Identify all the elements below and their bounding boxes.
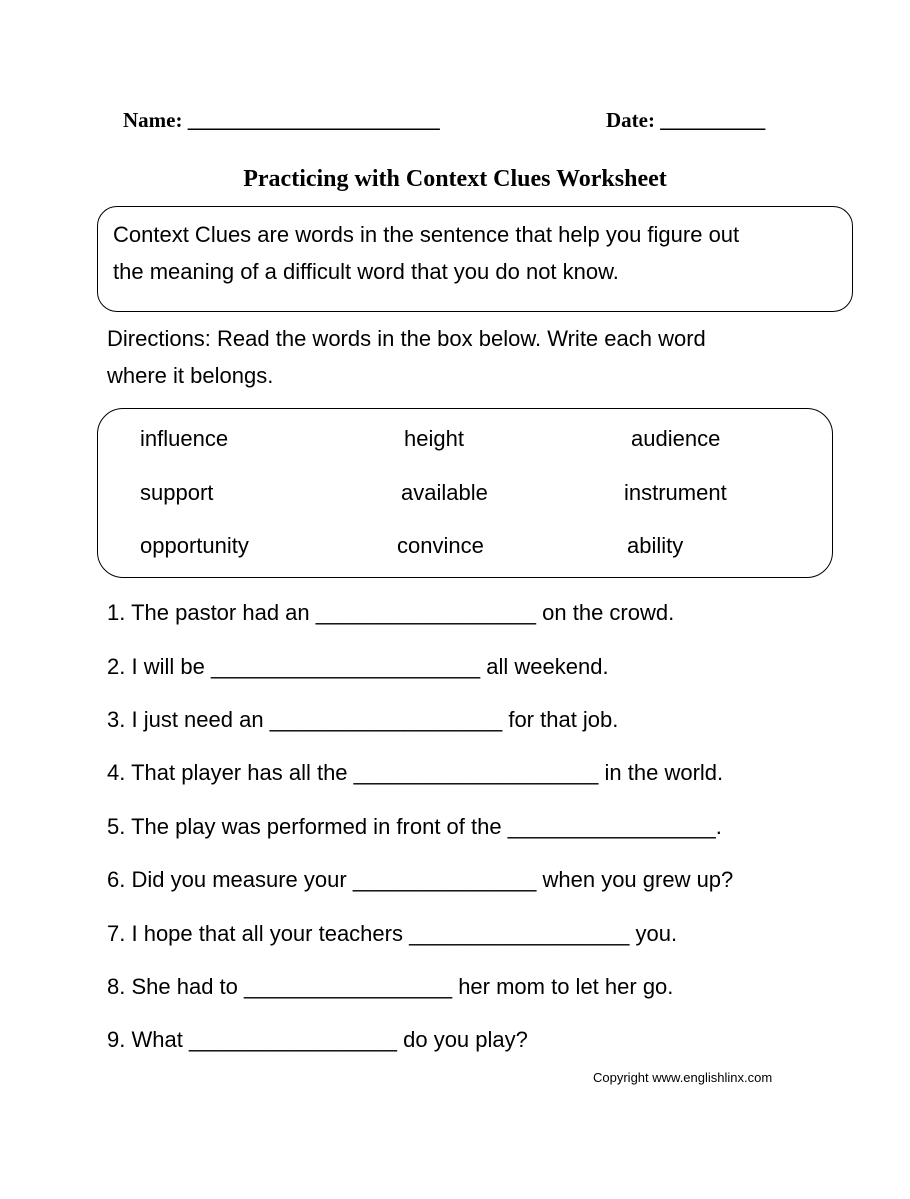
question-number: 1. bbox=[107, 600, 126, 625]
question-9 bbox=[107, 1027, 528, 1053]
word-bank-item: influence bbox=[140, 426, 229, 451]
question-text-after: in the world. bbox=[604, 760, 724, 785]
question-text-before: She had to bbox=[131, 974, 238, 999]
word-bank-item: opportunity bbox=[140, 533, 249, 558]
question-number: 5. bbox=[107, 814, 126, 839]
question-number: 3. bbox=[107, 707, 126, 732]
word-bank-item: height bbox=[404, 426, 464, 451]
date-blank[interactable]: __________ bbox=[660, 108, 766, 132]
question-text-after: do you play? bbox=[403, 1027, 528, 1052]
question-7 bbox=[107, 921, 677, 947]
definition-line-1: Context Clues are words in the sentence that help you figure out bbox=[113, 222, 740, 247]
question-text-after: all weekend. bbox=[486, 654, 609, 679]
answer-blank[interactable]: _________________ bbox=[507, 814, 716, 839]
word-bank-item: audience bbox=[631, 426, 721, 451]
answer-blank[interactable]: ___________________ bbox=[269, 707, 503, 732]
word-bank-item: available bbox=[401, 480, 488, 505]
question-1 bbox=[107, 600, 674, 626]
answer-blank[interactable]: _______________ bbox=[352, 867, 537, 892]
name-blank[interactable]: ________________________ bbox=[187, 108, 440, 132]
question-text-after: you. bbox=[635, 921, 678, 946]
date-label: Date: bbox=[606, 108, 655, 132]
question-text-before: That player has all the bbox=[131, 760, 348, 785]
answer-blank[interactable]: ______________________ bbox=[210, 654, 481, 679]
question-number: 2. bbox=[107, 654, 126, 679]
question-text-before: What bbox=[131, 1027, 183, 1052]
question-text-before: Did you measure your bbox=[131, 867, 347, 892]
question-number: 6. bbox=[107, 867, 126, 892]
directions-line-2: where it belongs. bbox=[107, 363, 274, 388]
question-text-before: I will be bbox=[131, 654, 205, 679]
definition-line-2: the meaning of a difficult word that you do not know. bbox=[113, 259, 619, 284]
question-text-before: I just need an bbox=[131, 707, 264, 732]
question-text-before: I hope that all your teachers bbox=[131, 921, 403, 946]
word-bank-item: ability bbox=[627, 533, 684, 558]
word-bank-item: convince bbox=[397, 533, 484, 558]
date-field[interactable] bbox=[606, 108, 765, 133]
answer-blank[interactable]: __________________ bbox=[409, 921, 630, 946]
question-5 bbox=[107, 814, 722, 840]
question-text-after: on the crowd. bbox=[542, 600, 675, 625]
word-bank-item: instrument bbox=[624, 480, 727, 505]
question-text-after: her mom to let her go. bbox=[458, 974, 674, 999]
answer-blank[interactable]: ____________________ bbox=[353, 760, 599, 785]
question-8 bbox=[107, 974, 673, 1000]
question-number: 9. bbox=[107, 1027, 126, 1052]
question-number: 8. bbox=[107, 974, 126, 999]
question-text-before: The play was performed in front of the bbox=[131, 814, 502, 839]
copyright-text: Copyright www.englishlinx.com bbox=[593, 1070, 773, 1085]
question-2 bbox=[107, 654, 609, 680]
question-4 bbox=[107, 760, 723, 786]
question-3 bbox=[107, 707, 618, 733]
name-label: Name: bbox=[123, 108, 183, 132]
page-title: Practicing with Context Clues Worksheet bbox=[243, 166, 667, 192]
question-text-before: The pastor had an bbox=[131, 600, 310, 625]
question-number: 7. bbox=[107, 921, 126, 946]
answer-blank[interactable]: _________________ bbox=[244, 974, 453, 999]
answer-blank[interactable]: _________________ bbox=[188, 1027, 397, 1052]
directions-line-1: Directions: Read the words in the box below. Write each word bbox=[107, 326, 706, 351]
question-number: 4. bbox=[107, 760, 126, 785]
question-6 bbox=[107, 867, 733, 893]
answer-blank[interactable]: __________________ bbox=[315, 600, 537, 625]
name-field[interactable] bbox=[123, 108, 440, 133]
question-text-after: when you grew up? bbox=[542, 867, 734, 892]
question-text-after: . bbox=[715, 814, 722, 839]
question-text-after: for that job. bbox=[508, 707, 619, 732]
word-bank-item: support bbox=[140, 480, 214, 505]
